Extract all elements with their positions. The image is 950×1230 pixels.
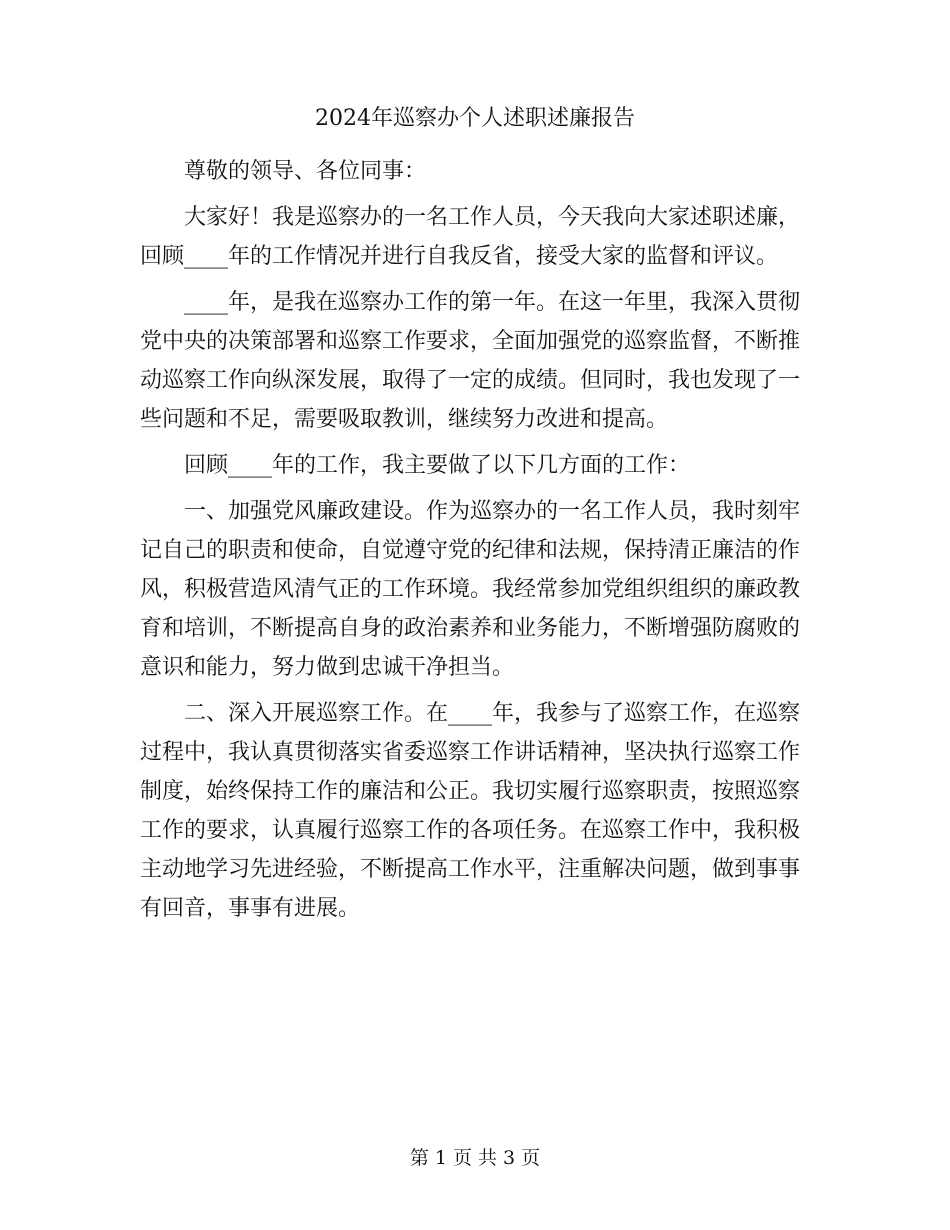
salutation: 尊敬的领导、各位同事： — [184, 159, 427, 184]
page-footer: 第 1 页 共 3 页 — [409, 1147, 541, 1169]
paragraph-overview: ____年，是我在巡察办工作的第一年。在这一年里，我深入贯彻党中央的决策部署和巡察工作要求，全面加强党的巡察监督，不断推动巡察工作向纵深发展，取得了一定的成绩。但同时，我也发现了一些问题和不足，需要吸取教训，继续努力改进和提高。 — [140, 290, 801, 432]
paragraph-section-one: 一、加强党风廉政建设。作为巡察办的一名工作人员，我时刻牢记自己的职责和使命，自觉遵守党的纪律和法规，保持清正廉洁的作风，积极营造风清气正的工作环境。我经常参加党组织组织的廉政教育和培训，不断提高自身的政治素养和业务能力，不断增强防腐败的意识和能力，努力做到忠诚干净担当。 — [140, 499, 801, 680]
document-title: 2024年巡察办个人述职述廉报告 — [315, 106, 635, 131]
paragraph-section-two: 二、深入开展巡察工作。在____年，我参与了巡察工作，在巡察过程中，我认真贯彻落实省委巡察工作讲话精神，坚决执行巡察工作制度，始终保持工作的廉洁和公正。我切实履行巡察职责，按照巡察工作的要求，认真履行巡察工作的各项任务。在巡察工作中，我积极主动地学习先进经验，不断提高工作水平，注重解决问题，做到事事有回音，事事有进展。 — [140, 701, 801, 921]
document-body — [140, 152, 800, 935]
paragraph-work-intro: 回顾____年的工作，我主要做了以下几方面的工作： — [184, 453, 691, 478]
paragraph-greeting: 大家好！我是巡察办的一名工作人员，今天我向大家述职述廉，回顾____年的工作情况并进行自我反省，接受大家的监督和评议。 — [140, 205, 801, 269]
